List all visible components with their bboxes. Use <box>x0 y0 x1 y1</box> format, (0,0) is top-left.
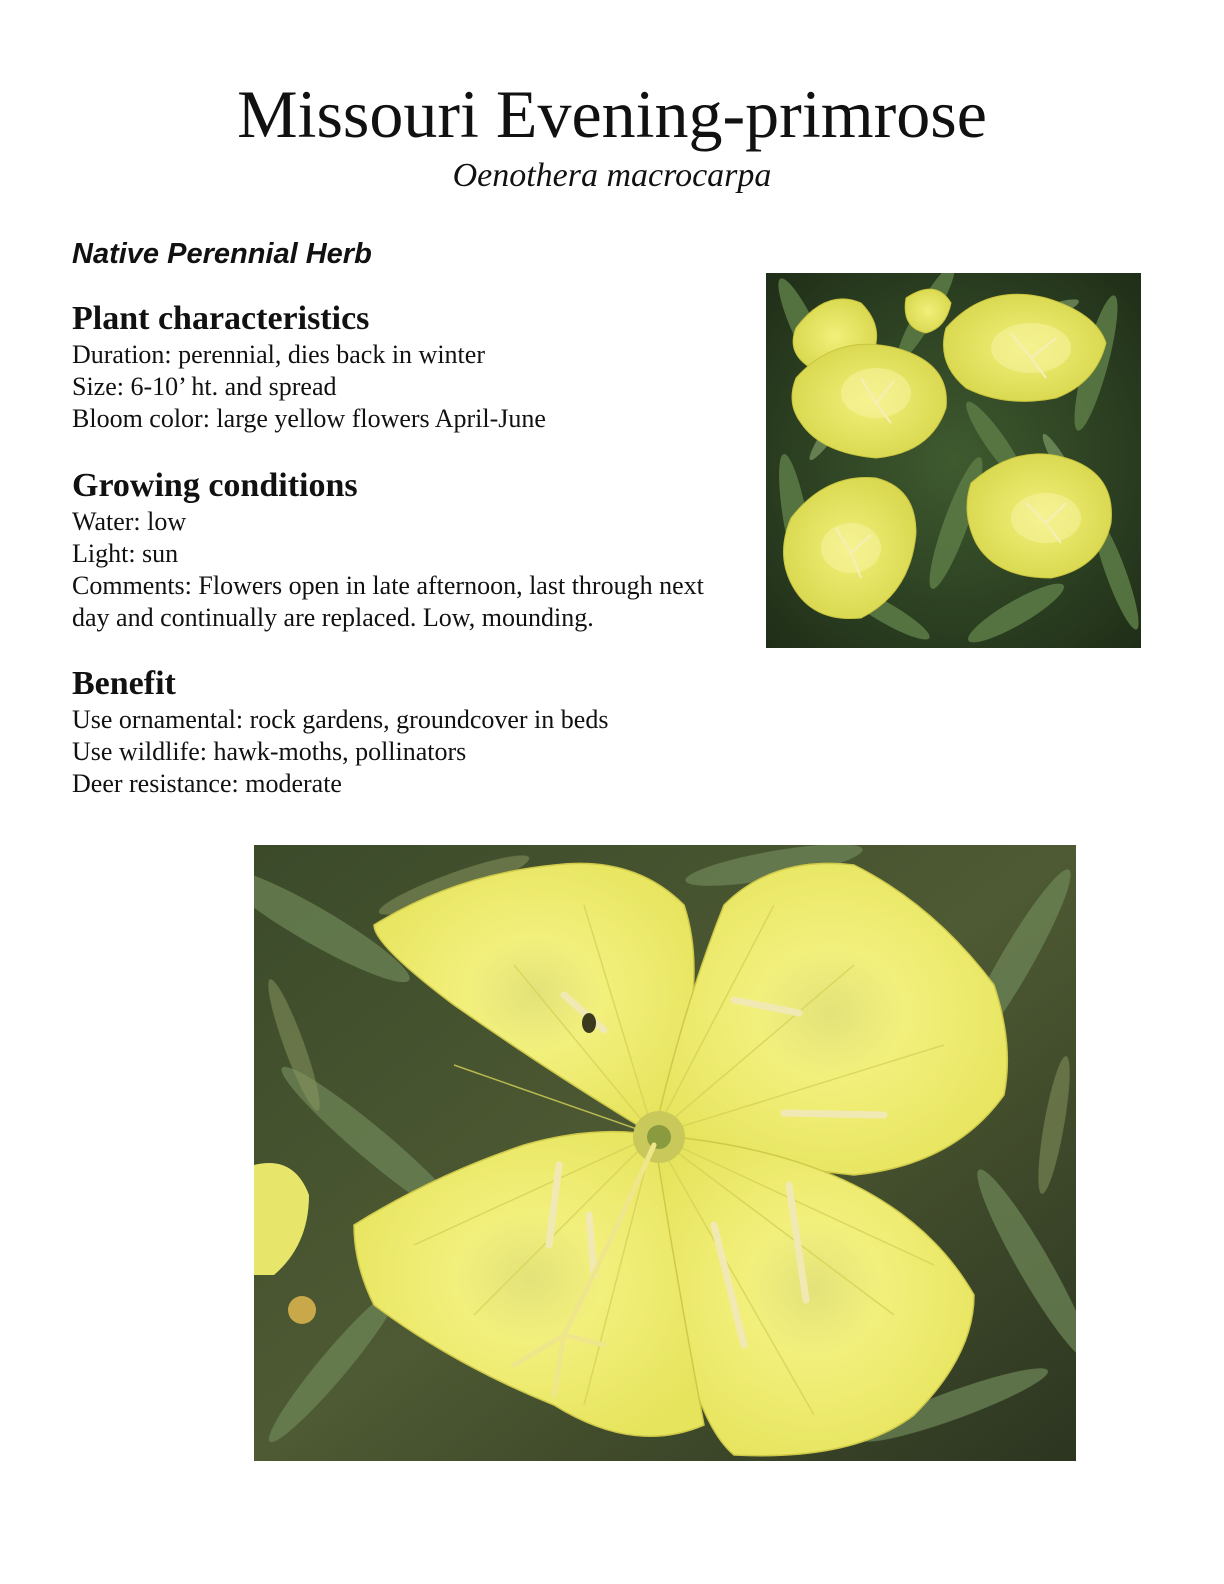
growing-conditions-section <box>72 466 752 634</box>
plant-characteristics-section <box>72 299 752 435</box>
comments-text: Comments: Flowers open in late afternoon, last through next day and continually are replaced. Low, mounding. <box>72 571 704 632</box>
flower-cluster-illustration <box>766 273 1141 648</box>
growing-conditions-heading: Growing conditions <box>72 467 358 504</box>
bloom-color-text: Bloom color: large yellow flowers April-June <box>72 404 546 433</box>
plant-characteristics-heading: Plant characteristics <box>72 300 370 337</box>
benefit-section <box>72 664 752 800</box>
single-flower-photo <box>254 845 1076 1461</box>
deer-resistance-text: Deer resistance: moderate <box>72 769 342 798</box>
light-text: Light: sun <box>72 539 179 568</box>
use-ornamental-text: Use ornamental: rock gardens, groundcover in beds <box>72 705 609 734</box>
page-title: Missouri Evening-primrose <box>237 76 987 152</box>
size-text: Size: 6-10’ ht. and spread <box>72 372 337 401</box>
flower-cluster-photo <box>766 273 1141 648</box>
plant-category: Native Perennial Herb <box>72 238 372 270</box>
single-flower-illustration <box>254 845 1076 1461</box>
benefit-heading: Benefit <box>72 665 176 702</box>
duration-text: Duration: perennial, dies back in winter <box>72 340 485 369</box>
water-text: Water: low <box>72 507 187 536</box>
use-wildlife-text: Use wildlife: hawk-moths, pollinators <box>72 737 467 766</box>
scientific-name: Oenothera macrocarpa <box>452 157 772 194</box>
